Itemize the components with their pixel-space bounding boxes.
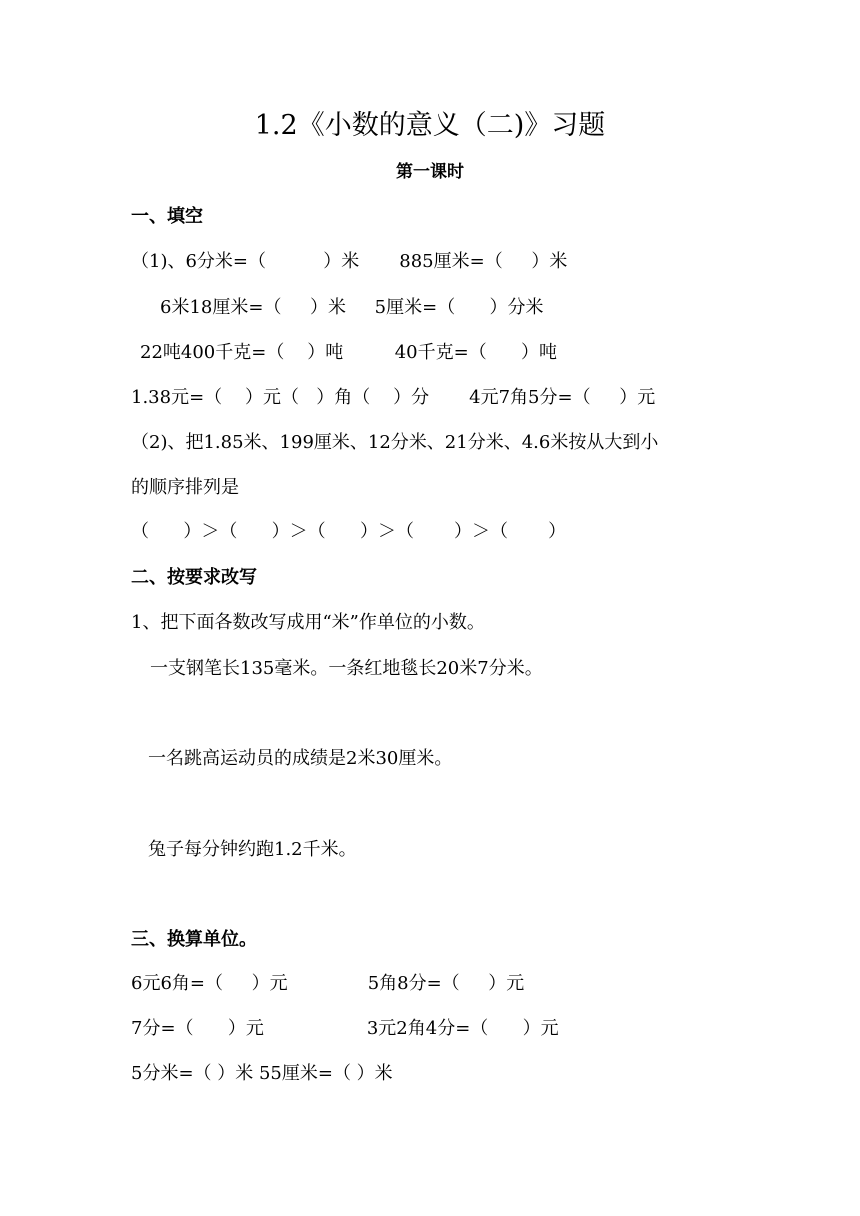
fill-line-2: 6米18厘米=（ ）米 5厘米=（ ）分米 [160,297,544,318]
fill-line-1: （1)、6分米=（ ）米 885厘米=（ ）米 [131,251,568,272]
convert-line-3: 5分米=（ ）米 55厘米=（ ）米 [131,1063,393,1084]
rewrite-item-2: 一名跳高运动员的成绩是2米30厘米。 [148,748,453,769]
section3-heading: 三、换算单位。 [131,929,257,950]
section2-heading: 二、按要求改写 [131,567,257,588]
convert-line-1: 6元6角=（ ）元 5角8分=（ ）元 [131,973,525,994]
page-title: 1.2《小数的意义（二)》习题 [254,110,606,141]
fill-line-3: 22吨400千克=（ ）吨 40千克=（ ）吨 [140,342,558,363]
convert-line-2: 7分=（ ）元 3元2角4分=（ ）元 [131,1018,559,1039]
fill-line-6: 的顺序排列是 [131,477,239,498]
page-subtitle: 第一课时 [396,162,464,182]
rewrite-item-1: 一支钢笔长135毫米。一条红地毯长20米7分米。 [150,658,543,679]
fill-line-7: （ ）＞（ ）＞（ ）＞（ ）＞（ ） [131,521,567,542]
fill-line-5: （2)、把1.85米、199厘米、12分米、21分米、4.6米按从大到小 [131,432,659,453]
section1-heading: 一、填空 [131,206,203,227]
section2-intro: 1、把下面各数改写成用“米”作单位的小数。 [131,612,485,633]
fill-line-4: 1.38元=（ ）元（ ）角（ ）分 4元7角5分=（ ）元 [131,387,656,408]
rewrite-item-3: 兔子每分钟约跑1.2千米。 [148,839,357,860]
